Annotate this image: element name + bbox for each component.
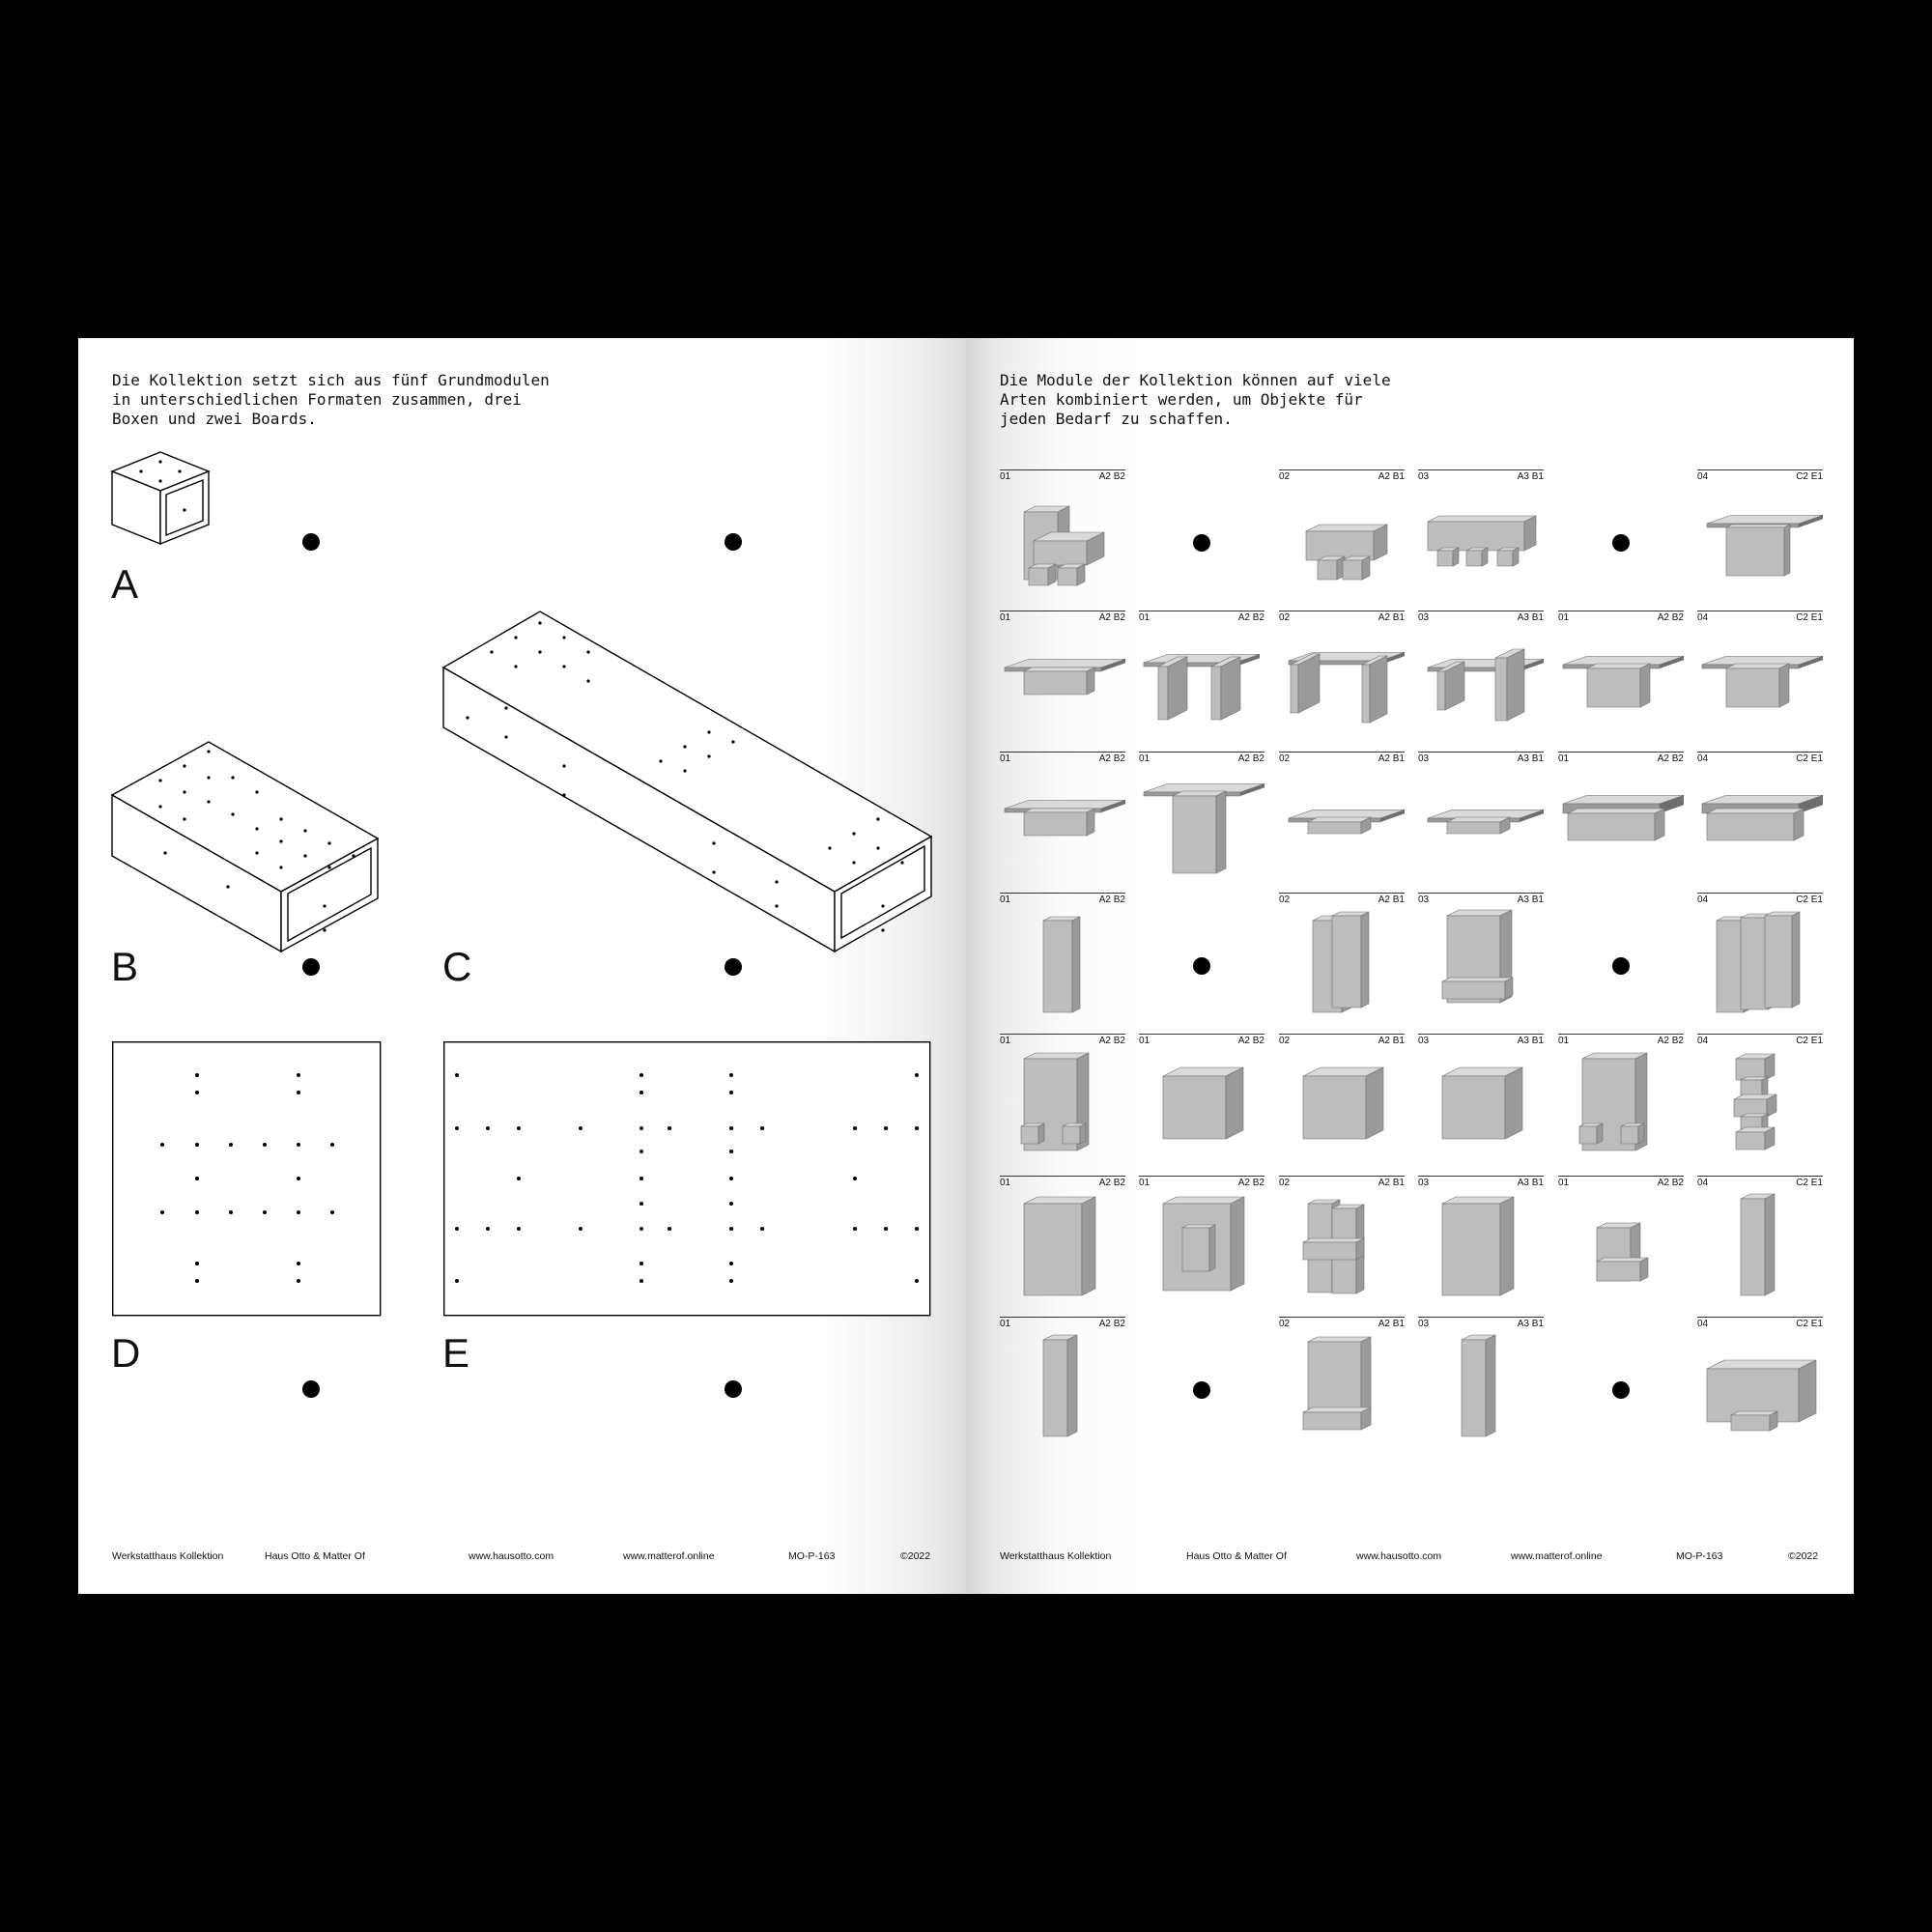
cell-module-code: A2 B2 <box>1098 612 1125 623</box>
combination-cell <box>1000 469 1125 595</box>
bullet-dot <box>724 958 742 976</box>
cell-rule <box>1279 1317 1405 1318</box>
combination-cell <box>1418 893 1544 1018</box>
cell-module-code: A2 B2 <box>1098 1178 1125 1188</box>
cell-number: 01 <box>1000 471 1011 482</box>
cell-rule <box>1418 469 1544 470</box>
furniture-render-table-low <box>1697 483 1823 595</box>
cell-number: 01 <box>1139 1036 1151 1046</box>
combination-cell <box>1279 1317 1405 1442</box>
cell-rule <box>1558 1034 1684 1035</box>
cell-module-code: A2 B2 <box>1098 471 1125 482</box>
footer-collection: Werkstatthaus Kollektion <box>1000 1550 1112 1562</box>
footer-link-matterof[interactable]: www.matterof.online <box>1511 1550 1603 1562</box>
cell-rule <box>1697 469 1823 470</box>
cell-rule <box>1697 752 1823 753</box>
cell-module-code: C2 E1 <box>1796 612 1823 623</box>
cell-number: 01 <box>1000 895 1011 905</box>
furniture-render-panel <box>1000 906 1125 1018</box>
bullet-dot <box>724 533 742 551</box>
combination-cell <box>1697 1034 1823 1159</box>
module-c-drawing <box>443 611 936 950</box>
furniture-render-tower <box>1418 1189 1544 1301</box>
cell-number: 02 <box>1279 612 1291 623</box>
cell-module-code: A2 B2 <box>1657 612 1684 623</box>
footer-collection: Werkstatthaus Kollektion <box>112 1550 224 1562</box>
cell-module-code: C2 E1 <box>1796 471 1823 482</box>
cell-module-code: A2 B1 <box>1378 1319 1405 1329</box>
combination-cell <box>1279 752 1405 877</box>
bullet-dot <box>1193 534 1210 552</box>
combination-cell <box>1418 752 1544 877</box>
left-page <box>78 338 966 1594</box>
cell-rule <box>1000 1034 1125 1035</box>
combination-cell <box>1558 1034 1684 1159</box>
module-a-drawing <box>112 452 209 549</box>
combination-cell <box>1279 1176 1405 1301</box>
cell-module-code: A2 B1 <box>1378 1036 1405 1046</box>
cell-number: 01 <box>1558 753 1570 764</box>
furniture-render-bench-long <box>1418 483 1544 595</box>
cell-number: 04 <box>1697 471 1709 482</box>
cell-number: 03 <box>1418 471 1430 482</box>
cell-module-code: A2 B2 <box>1657 753 1684 764</box>
combination-cell <box>1418 469 1544 595</box>
furniture-render-table-flat <box>1000 765 1125 877</box>
cell-number: 02 <box>1279 1319 1291 1329</box>
cell-rule <box>1418 752 1544 753</box>
furniture-render-table-flat <box>1000 624 1125 736</box>
cell-module-code: A2 B1 <box>1378 753 1405 764</box>
furniture-render-pillar <box>1697 1189 1823 1301</box>
cell-module-code: A2 B2 <box>1098 1036 1125 1046</box>
cell-number: 03 <box>1418 753 1430 764</box>
cell-number: 02 <box>1279 1178 1291 1188</box>
cell-number: 03 <box>1418 895 1430 905</box>
cell-rule <box>1000 1176 1125 1177</box>
furniture-render-box-open <box>1279 1047 1405 1159</box>
furniture-render-pillar <box>1000 1330 1125 1442</box>
cell-rule <box>1697 1317 1823 1318</box>
cell-rule <box>1558 752 1684 753</box>
cell-module-code: A2 B1 <box>1378 612 1405 623</box>
cell-rule <box>1000 1317 1125 1318</box>
footer-code: MO-P-163 <box>1676 1550 1723 1562</box>
combination-cell <box>1000 752 1125 877</box>
cell-number: 03 <box>1418 1319 1430 1329</box>
right-intro-text: Die Module der Kollektion können auf viele Arten kombiniert werden, um Objekte für jeden Bedarf zu schaffen. <box>1000 371 1391 428</box>
footer-code: MO-P-163 <box>788 1550 836 1562</box>
cell-rule <box>1279 1176 1405 1177</box>
cell-rule <box>1697 893 1823 894</box>
bullet-dot <box>302 533 320 551</box>
cell-number: 03 <box>1418 612 1430 623</box>
cell-rule <box>1418 1176 1544 1177</box>
combination-cell <box>1558 611 1684 736</box>
combination-cell <box>1558 1176 1684 1301</box>
cell-number: 03 <box>1418 1178 1430 1188</box>
cell-rule <box>1279 893 1405 894</box>
bullet-dot <box>1612 1381 1630 1399</box>
footer-link-hausotto[interactable]: www.hausotto.com <box>1356 1550 1442 1562</box>
furniture-render-panel-triple <box>1697 906 1823 1018</box>
cell-module-code: A2 B2 <box>1237 1178 1264 1188</box>
module-e-drawing <box>443 1041 932 1318</box>
cell-module-code: C2 E1 <box>1796 1036 1823 1046</box>
combination-cell <box>1279 893 1405 1018</box>
cell-number: 03 <box>1418 1036 1430 1046</box>
cell-number: 04 <box>1697 1319 1709 1329</box>
furniture-render-frame <box>1139 1189 1264 1301</box>
cell-number: 02 <box>1279 895 1291 905</box>
combination-cell <box>1558 752 1684 877</box>
cell-module-code: A2 B2 <box>1657 1036 1684 1046</box>
cell-module-code: A3 B1 <box>1517 753 1544 764</box>
module-b-label: B <box>111 944 139 989</box>
bullet-dot <box>1612 957 1630 975</box>
cell-module-code: A2 B2 <box>1657 1178 1684 1188</box>
cell-number: 02 <box>1279 753 1291 764</box>
cell-number: 02 <box>1279 471 1291 482</box>
furniture-render-small-l <box>1558 1189 1684 1301</box>
cell-number: 01 <box>1139 612 1151 623</box>
combination-cell <box>1279 1034 1405 1159</box>
furniture-render-tall-table <box>1139 765 1264 877</box>
cell-number: 01 <box>1000 1319 1011 1329</box>
bullet-dot <box>1612 534 1630 552</box>
cell-number: 01 <box>1139 753 1151 764</box>
combination-cell <box>1418 1317 1544 1442</box>
furniture-render-table-shelf <box>1558 624 1684 736</box>
module-d-drawing <box>112 1041 383 1318</box>
cell-number: 01 <box>1558 1178 1570 1188</box>
furniture-render-low-shelf <box>1697 765 1823 877</box>
cell-rule <box>1279 469 1405 470</box>
combination-cell <box>1697 611 1823 736</box>
furniture-render-desk <box>1139 624 1264 736</box>
combination-cell <box>1000 1176 1125 1301</box>
furniture-render-board-base <box>1697 1330 1823 1442</box>
left-footer <box>78 1550 966 1566</box>
combination-cell <box>1697 469 1823 595</box>
cell-module-code: A3 B1 <box>1517 471 1544 482</box>
cell-rule <box>1558 1176 1684 1177</box>
combination-cell <box>1139 1176 1264 1301</box>
cell-number: 01 <box>1000 753 1011 764</box>
cell-number: 01 <box>1000 612 1011 623</box>
cell-number: 01 <box>1558 1036 1570 1046</box>
furniture-render-panel-wide <box>1418 906 1544 1018</box>
combination-cell <box>1418 1034 1544 1159</box>
cell-module-code: C2 E1 <box>1796 895 1823 905</box>
combination-cell <box>1139 611 1264 736</box>
cell-rule <box>1697 1034 1823 1035</box>
cell-number: 01 <box>1139 1178 1151 1188</box>
cell-module-code: C2 E1 <box>1796 753 1823 764</box>
bullet-dot <box>302 958 320 976</box>
cell-rule <box>1000 469 1125 470</box>
right-page <box>966 338 1854 1594</box>
left-intro-text: Die Kollektion setzt sich aus fünf Grundmodulen in unterschiedlichen Formaten zusammen, drei Boxen und zwei Boards. <box>112 371 550 428</box>
combination-cell <box>1000 611 1125 736</box>
furniture-render-low-shelf <box>1558 765 1684 877</box>
footer-link-hausotto[interactable]: www.hausotto.com <box>469 1550 554 1562</box>
furniture-render-twin-tower <box>1279 1189 1405 1301</box>
combination-cell <box>1697 752 1823 877</box>
footer-credits: Haus Otto & Matter Of <box>1186 1550 1287 1562</box>
furniture-render-box-open <box>1139 1047 1264 1159</box>
cell-number: 01 <box>1558 612 1570 623</box>
cell-module-code: A2 B2 <box>1098 753 1125 764</box>
cell-module-code: A2 B2 <box>1237 1036 1264 1046</box>
cell-rule <box>1000 893 1125 894</box>
cell-number: 04 <box>1697 1036 1709 1046</box>
cell-module-code: A3 B1 <box>1517 1319 1544 1329</box>
furniture-render-desk-wide <box>1279 624 1405 736</box>
combination-cell <box>1697 1317 1823 1442</box>
module-a-label: A <box>111 561 139 607</box>
cell-module-code: A2 B1 <box>1378 471 1405 482</box>
cell-rule <box>1279 752 1405 753</box>
cell-rule <box>1418 1317 1544 1318</box>
cell-rule <box>1139 1176 1264 1177</box>
cell-module-code: A2 B2 <box>1098 1319 1125 1329</box>
combination-cell <box>1697 893 1823 1018</box>
footer-year: ©2022 <box>1788 1550 1819 1562</box>
cell-module-code: A3 B1 <box>1517 895 1544 905</box>
furniture-render-shelf-panel <box>1558 1047 1684 1159</box>
furniture-render-table-shelf <box>1697 624 1823 736</box>
cell-number: 04 <box>1697 753 1709 764</box>
cell-module-code: A2 B1 <box>1378 1178 1405 1188</box>
combination-cell <box>1279 611 1405 736</box>
furniture-render-bench-small <box>1279 483 1405 595</box>
cell-rule <box>1418 893 1544 894</box>
cell-rule <box>1697 1176 1823 1177</box>
cell-rule <box>1139 752 1264 753</box>
furniture-render-tower <box>1000 1189 1125 1301</box>
footer-link-matterof[interactable]: www.matterof.online <box>623 1550 715 1562</box>
cell-number: 04 <box>1697 612 1709 623</box>
cell-module-code: A2 B2 <box>1237 753 1264 764</box>
cell-module-code: A3 B1 <box>1517 612 1544 623</box>
bullet-dot <box>302 1380 320 1398</box>
furniture-render-box-open <box>1418 1047 1544 1159</box>
combination-cell <box>1000 1034 1125 1159</box>
cell-module-code: C2 E1 <box>1796 1319 1823 1329</box>
cell-number: 04 <box>1697 895 1709 905</box>
cell-rule <box>1000 752 1125 753</box>
cell-module-code: C2 E1 <box>1796 1178 1823 1188</box>
furniture-render-column-stack <box>1697 1047 1823 1159</box>
combination-cell <box>1000 893 1125 1018</box>
cell-number: 04 <box>1697 1178 1709 1188</box>
combination-cell <box>1139 752 1264 877</box>
footer-year: ©2022 <box>900 1550 931 1562</box>
combination-cell <box>1697 1176 1823 1301</box>
module-d-label: D <box>111 1330 141 1376</box>
cell-number: 01 <box>1000 1036 1011 1046</box>
module-e-label: E <box>442 1330 470 1376</box>
cell-module-code: A3 B1 <box>1517 1036 1544 1046</box>
bullet-dot <box>724 1380 742 1398</box>
furniture-render-chair <box>1000 483 1125 595</box>
right-footer <box>966 1550 1854 1566</box>
module-c-label: C <box>442 944 472 989</box>
module-b-drawing <box>112 742 383 964</box>
bullet-dot <box>1193 957 1210 975</box>
cell-rule <box>1139 1034 1264 1035</box>
cell-number: 01 <box>1000 1178 1011 1188</box>
cell-number: 02 <box>1279 1036 1291 1046</box>
furniture-render-panel-base <box>1279 1330 1405 1442</box>
cell-module-code: A2 B2 <box>1098 895 1125 905</box>
cell-module-code: A3 B1 <box>1517 1178 1544 1188</box>
furniture-render-coffee <box>1279 765 1405 877</box>
furniture-render-pillar <box>1418 1330 1544 1442</box>
cell-module-code: A2 B1 <box>1378 895 1405 905</box>
cell-rule <box>1279 1034 1405 1035</box>
bullet-dot <box>1193 1381 1210 1399</box>
combination-cell <box>1418 1176 1544 1301</box>
cell-module-code: A2 B2 <box>1237 612 1264 623</box>
cell-rule <box>1418 1034 1544 1035</box>
combination-cell <box>1139 1034 1264 1159</box>
furniture-render-shelf-panel <box>1000 1047 1125 1159</box>
furniture-render-panel-double <box>1279 906 1405 1018</box>
combination-cell <box>1418 611 1544 736</box>
furniture-render-coffee <box>1418 765 1544 877</box>
footer-credits: Haus Otto & Matter Of <box>265 1550 365 1562</box>
combination-cell <box>1279 469 1405 595</box>
combination-cell <box>1000 1317 1125 1442</box>
furniture-render-desk-side <box>1418 624 1544 736</box>
